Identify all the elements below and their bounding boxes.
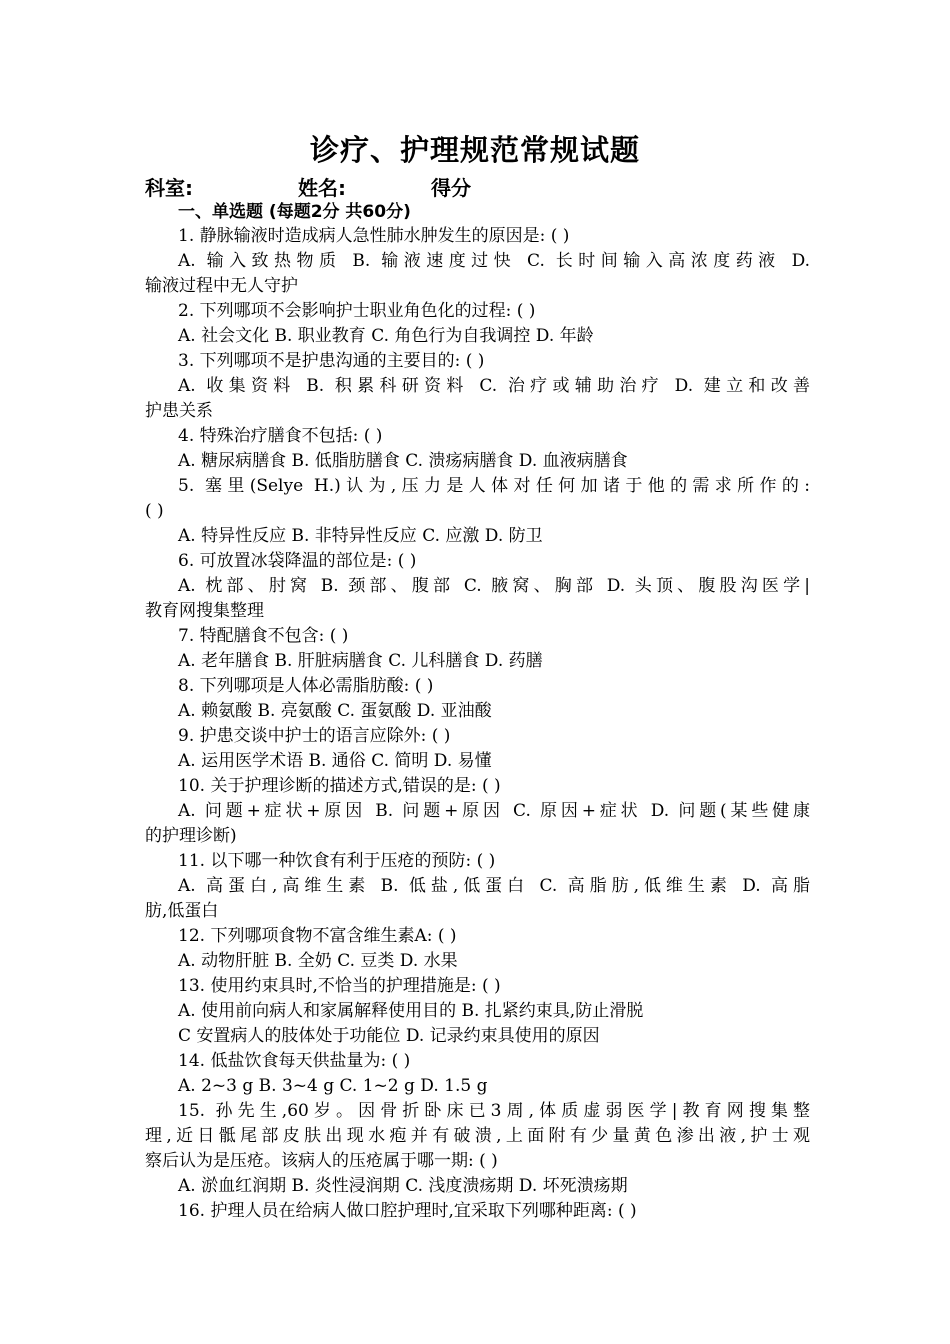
question-line: 8. 下列哪项是人体必需脂肪酸: ( ) bbox=[178, 676, 434, 696]
question-line: 9. 护患交谈中护士的语言应除外: ( ) bbox=[178, 726, 451, 746]
question-line: 理,近日骶尾部皮肤出现水疱并有破溃,上面附有少量黄色渗出液,护士观 bbox=[145, 1126, 810, 1146]
page-title: 诊疗、护理规范常规试题 bbox=[309, 133, 640, 167]
option-line: C 安置病人的肢体处于功能位 D. 记录约束具使用的原因 bbox=[178, 1026, 600, 1046]
section-heading: 一、单选题 (每题2分 共60分) bbox=[178, 202, 411, 222]
question-line: 2. 下列哪项不会影响护士职业角色化的过程: ( ) bbox=[178, 301, 536, 321]
question-line: 12. 下列哪项食物不富含维生素A: ( ) bbox=[178, 926, 457, 946]
option-line: A. 收集资料 B. 积累科研资料 C. 治疗或辅助治疗 D. 建立和改善 bbox=[178, 376, 810, 396]
option-line: A. 老年膳食 B. 肝脏病膳食 C. 儿科膳食 D. 药膳 bbox=[178, 651, 543, 671]
option-line: A. 问题+症状+原因 B. 问题+原因 C. 原因+症状 D. 问题(某些健康 bbox=[178, 801, 810, 821]
question-line: 13. 使用约束具时,不恰当的护理措施是: ( ) bbox=[178, 976, 501, 996]
option-line: A. 赖氨酸 B. 亮氨酸 C. 蛋氨酸 D. 亚油酸 bbox=[178, 701, 492, 721]
department-label: 科室: bbox=[145, 176, 193, 200]
option-line: A. 2~3 g B. 3~4 g C. 1~2 g D. 1.5 g bbox=[178, 1076, 488, 1096]
question-line: 16. 护理人员在给病人做口腔护理时,宜采取下列哪种距离: ( ) bbox=[178, 1201, 637, 1221]
question-line: 10. 关于护理诊断的描述方式,错误的是: ( ) bbox=[178, 776, 501, 796]
option-line: A. 淤血红润期 B. 炎性浸润期 C. 浅度溃疡期 D. 坏死溃疡期 bbox=[178, 1176, 628, 1196]
question-line: ( ) bbox=[145, 501, 164, 521]
option-line: 输液过程中无人守护 bbox=[145, 276, 298, 296]
name-label: 姓名: bbox=[298, 176, 346, 200]
option-line: 护患关系 bbox=[145, 401, 213, 421]
question-line: 4. 特殊治疗膳食不包括: ( ) bbox=[178, 426, 383, 446]
question-line: 11. 以下哪一种饮食有利于压疮的预防: ( ) bbox=[178, 851, 496, 871]
option-line: A. 运用医学术语 B. 通俗 C. 简明 D. 易懂 bbox=[178, 751, 492, 771]
question-line: 7. 特配膳食不包含: ( ) bbox=[178, 626, 349, 646]
question-list bbox=[145, 224, 810, 1224]
question-line: 3. 下列哪项不是护患沟通的主要目的: ( ) bbox=[178, 351, 485, 371]
option-line: A. 输入致热物质 B. 输液速度过快 C. 长时间输入高浓度药液 D. bbox=[178, 251, 810, 271]
question-line: 5. 塞里(Selye H.)认为,压力是人体对任何加诸于他的需求所作的: bbox=[178, 476, 810, 496]
question-line: 14. 低盐饮食每天供盐量为: ( ) bbox=[178, 1051, 411, 1071]
score-label: 得分 bbox=[431, 176, 471, 200]
question-line: 察后认为是压疮。该病人的压疮属于哪一期: ( ) bbox=[145, 1151, 498, 1171]
option-line: 肪,低蛋白 bbox=[145, 901, 219, 921]
option-line: A. 社会文化 B. 职业教育 C. 角色行为自我调控 D. 年龄 bbox=[178, 326, 594, 346]
option-line: A. 特异性反应 B. 非特异性反应 C. 应激 D. 防卫 bbox=[178, 526, 543, 546]
question-line: 6. 可放置冰袋降温的部位是: ( ) bbox=[178, 551, 417, 571]
question-line: 15. 孙先生,60岁。因骨折卧床已3周,体质虚弱医学|教育网搜集整 bbox=[178, 1101, 810, 1121]
option-line: 教育网搜集整理 bbox=[145, 601, 264, 621]
option-line: A. 枕部、肘窝 B. 颈部、腹部 C. 腋窝、胸部 D. 头顶、腹股沟医学| bbox=[178, 576, 810, 596]
option-line: A. 使用前向病人和家属解释使用目的 B. 扎紧约束具,防止滑脱 bbox=[178, 1001, 644, 1021]
option-line: 的护理诊断) bbox=[145, 826, 237, 846]
option-line: A. 高蛋白,高维生素 B. 低盐,低蛋白 C. 高脂肪,低维生素 D. 高脂 bbox=[178, 876, 810, 896]
option-line: A. 动物肝脏 B. 全奶 C. 豆类 D. 水果 bbox=[178, 951, 458, 971]
question-line: 1. 静脉输液时造成病人急性肺水肿发生的原因是: ( ) bbox=[178, 226, 570, 246]
option-line: A. 糖尿病膳食 B. 低脂肪膳食 C. 溃疡病膳食 D. 血液病膳食 bbox=[178, 451, 628, 471]
